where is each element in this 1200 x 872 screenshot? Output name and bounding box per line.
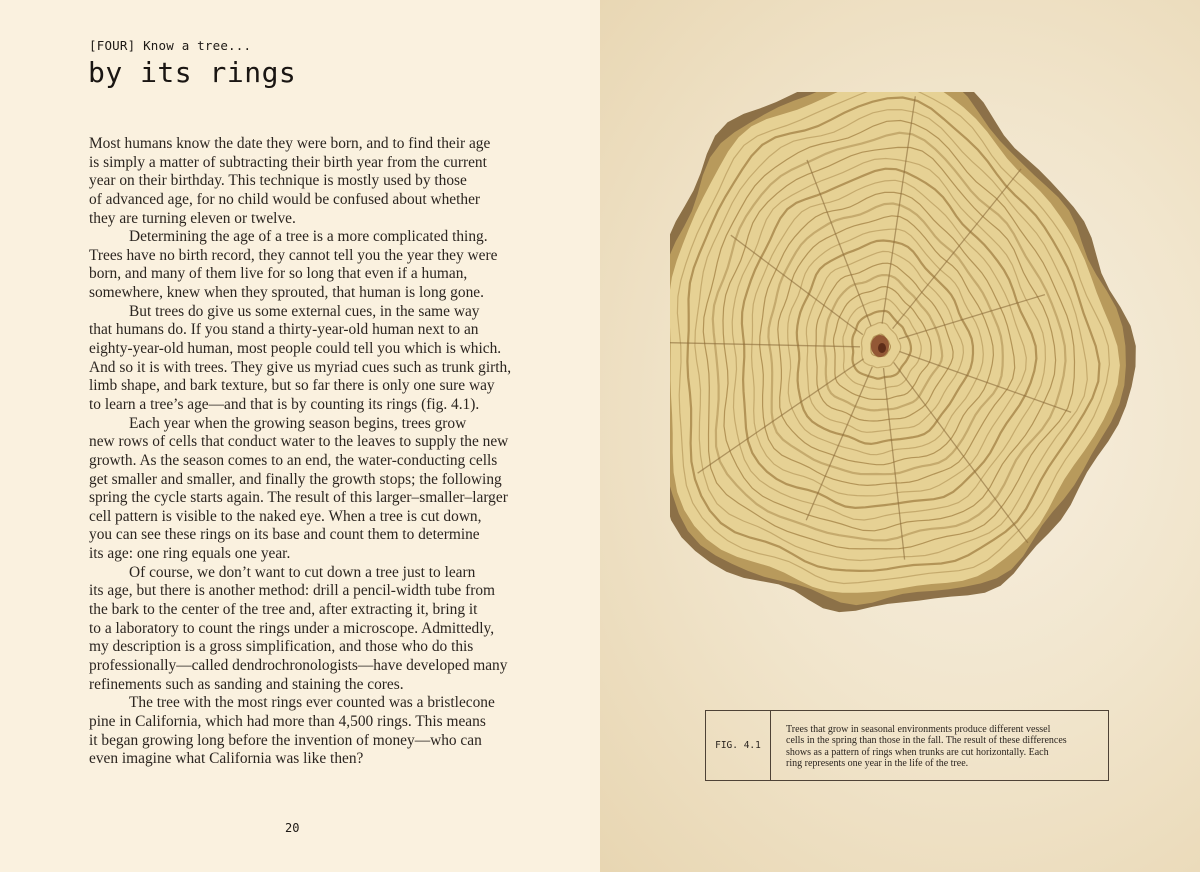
body-line: you can see these rings on its base and count them to determine <box>89 526 480 544</box>
body-line: Trees have no birth record, they cannot tell you the year they were <box>89 246 498 264</box>
body-line: Determining the age of a tree is a more complicated thing. <box>129 228 488 246</box>
body-line: its age, but there is another method: drill a pencil-width tube from <box>89 582 496 600</box>
body-line: eighty-year-old human, most people could tell you which is which. <box>89 340 502 358</box>
body-line: is simply a matter of subtracting their birth year from the current <box>89 153 487 171</box>
body-line: new rows of cells that conduct water to the leaves to supply the new <box>89 433 509 451</box>
chapter-label: [FOUR] Know a tree... <box>89 38 252 53</box>
body-line: professionally—called dendrochronologists—have developed many <box>89 656 508 674</box>
body-line: the bark to the center of the tree and, after extracting it, bring it <box>89 601 478 619</box>
body-line: limb shape, and bark texture, but so far there is only one sure way <box>89 377 495 395</box>
tree-ring-illustration <box>670 92 1150 652</box>
body-line: they are turning eleven or twelve. <box>89 209 296 227</box>
body-text <box>89 135 519 769</box>
body-line: refinements such as sanding and staining the cores. <box>89 675 404 693</box>
pith-center <box>878 343 886 353</box>
caption-line: Trees that grow in seasonal environments produce different vessel <box>786 724 1051 735</box>
body-line: Of course, we don’t want to cut down a tree just to learn <box>129 563 476 581</box>
caption-line: ring represents one year in the life of the tree. <box>786 758 969 770</box>
body-line: pine in California, which had more than 4,500 rings. This means <box>89 712 486 730</box>
body-line: get smaller and smaller, and finally the growth stops; the following <box>89 470 502 488</box>
body-line: to learn a tree’s age—and that is by counting its rings (fig. 4.1). <box>89 395 480 413</box>
body-line: Each year when the growing season begins, trees grow <box>129 414 467 432</box>
body-line: year on their birthday. This technique is mostly used by those <box>89 172 467 190</box>
body-line: born, and many of them live for so long that even if a human, <box>89 265 468 283</box>
caption-line: cells in the spring than those in the fall. The result of these differences <box>786 735 1067 747</box>
body-line: its age: one ring equals one year. <box>89 545 291 563</box>
body-line: And so it is with trees. They give us myriad cues such as trunk girth, <box>89 358 512 376</box>
body-line: it began growing long before the invention of money—who can <box>89 731 482 749</box>
body-line: to a laboratory to count the rings under a microscope. Admittedly, <box>89 619 495 637</box>
body-line: somewhere, knew when they sprouted, that human is long gone. <box>89 284 484 302</box>
body-line: my description is a gross simplification, and those who do this <box>89 638 474 656</box>
body-line: spring the cycle starts again. The result of this larger–smaller–larger <box>89 489 508 507</box>
body-line: cell pattern is visible to the naked eye. When a tree is cut down, <box>89 507 482 525</box>
body-line: Most humans know the date they were born, and to find their age <box>89 135 491 152</box>
body-line: The tree with the most rings ever counted was a bristlecone <box>129 694 495 712</box>
figure-caption-box <box>705 710 1109 781</box>
chapter-title: by its rings <box>88 56 297 89</box>
body-line: even imagine what California was like then? <box>89 750 364 768</box>
page-number: 20 <box>285 821 300 835</box>
right-page <box>600 0 1200 872</box>
body-line: of advanced age, for no child would be confused about whether <box>89 190 481 208</box>
body-line: But trees do give us some external cues, in the same way <box>129 302 480 320</box>
figure-caption <box>786 724 1106 770</box>
caption-line: shows as a pattern of rings when trunks are cut horizontally. Each <box>786 746 1049 758</box>
body-line: growth. As the season comes to an end, the water-conducting cells <box>89 451 498 469</box>
figure-label: FIG. 4.1 <box>706 711 771 780</box>
body-line: that humans do. If you stand a thirty-year-old human next to an <box>89 321 479 339</box>
